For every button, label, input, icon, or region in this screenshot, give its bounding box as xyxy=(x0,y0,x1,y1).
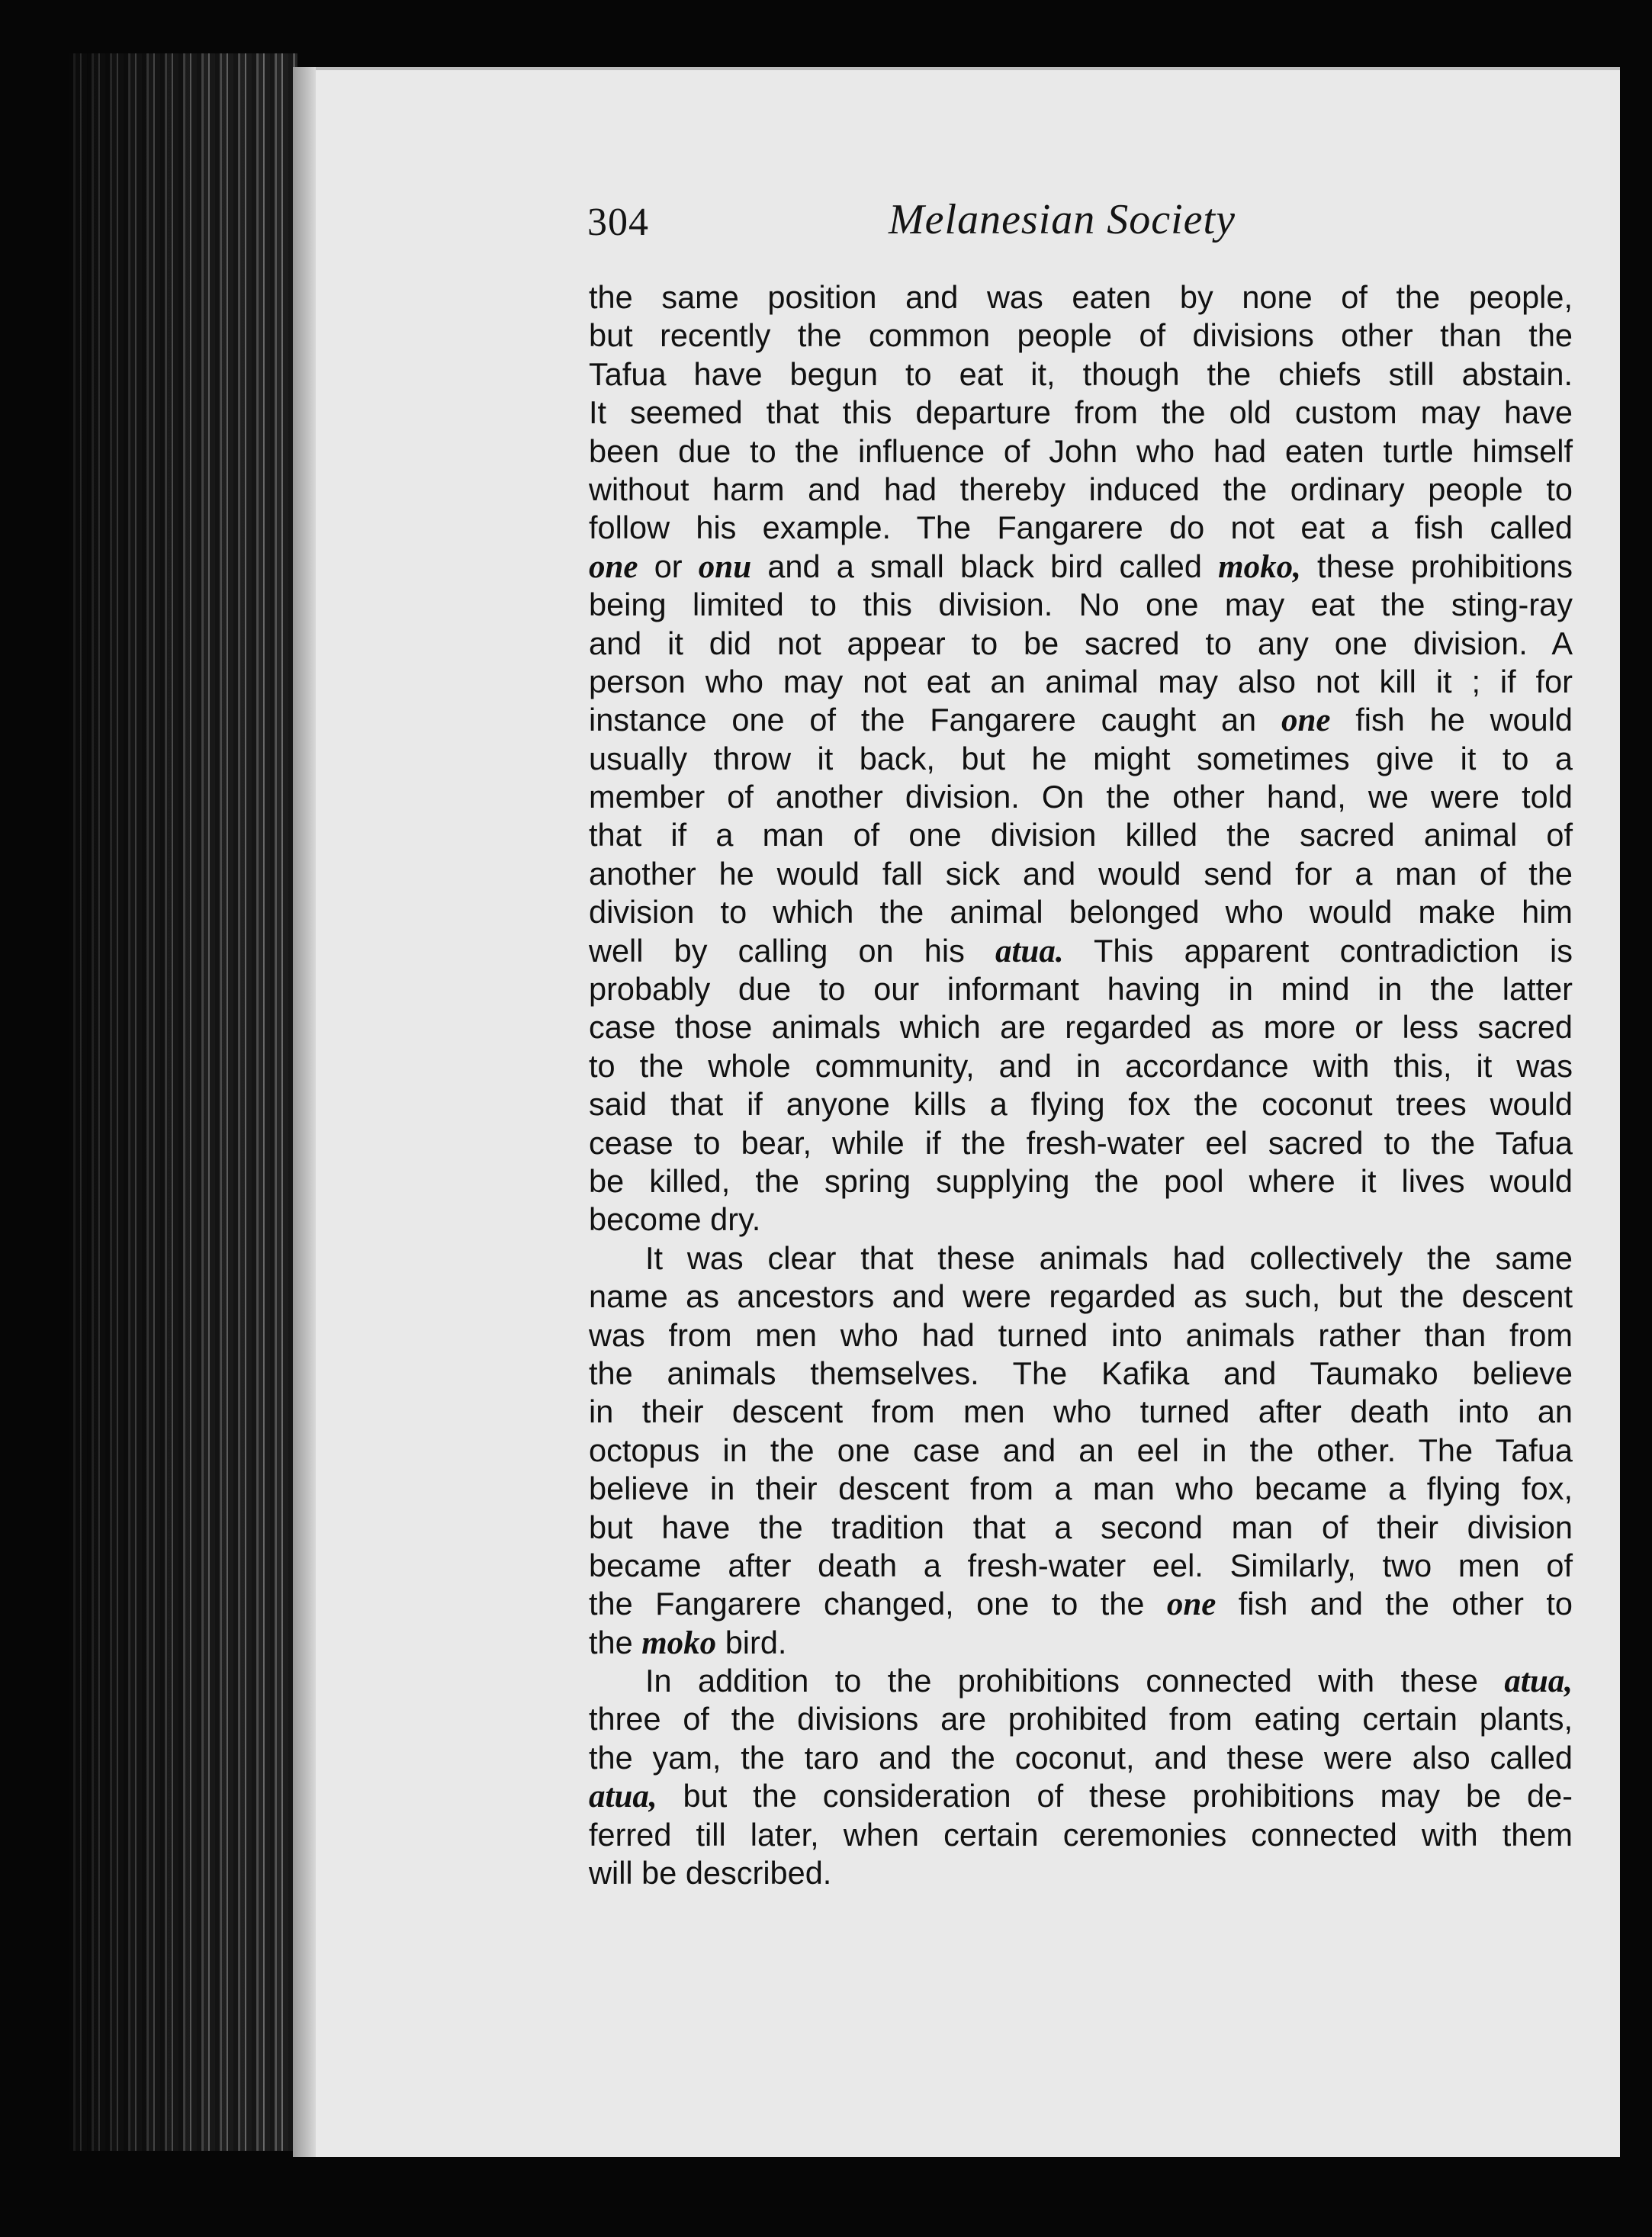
page-header xyxy=(587,196,1579,261)
text-line xyxy=(589,778,1573,816)
italic-term: onu xyxy=(698,548,752,585)
text-line xyxy=(589,1316,1573,1355)
text-run: bird. xyxy=(716,1624,787,1660)
text-run: In addition to the prohibitions connected with these xyxy=(645,1663,1505,1699)
text-run: or xyxy=(638,548,699,584)
text-line xyxy=(589,317,1573,355)
text-line xyxy=(589,816,1573,854)
text-run: said that if anyone kills a flying fox the coconut trees would xyxy=(589,1086,1573,1123)
text-run: that if a man of one division killed the sacred animal of xyxy=(589,817,1573,853)
text-line xyxy=(589,932,1573,970)
text-line xyxy=(589,1662,1573,1700)
text-run: became after death a fresh-water eel. Similarly, two men of xyxy=(589,1547,1573,1583)
text-line xyxy=(589,1470,1573,1508)
text-line xyxy=(589,855,1573,893)
text-line xyxy=(589,893,1573,931)
text-line xyxy=(589,1700,1573,1738)
text-line xyxy=(589,1585,1573,1623)
text-run: It seemed that this departure from the old custom may have xyxy=(589,394,1573,431)
italic-term: one xyxy=(1166,1586,1217,1623)
text-run: person who may not eat an animal may also not kill it ; if for xyxy=(589,663,1573,699)
italic-term: atua, xyxy=(589,1779,657,1815)
text-line xyxy=(589,1393,1573,1431)
text-run: but the consideration of these prohibitions may be de- xyxy=(657,1778,1573,1814)
text-run: usually throw it back, but he might sometimes give it to a xyxy=(589,740,1573,776)
text-run: It was clear that these animals had collectively the same xyxy=(645,1239,1573,1276)
text-run: believe in their descent from a man who became a flying fox, xyxy=(589,1470,1573,1507)
text-run: case those animals which are regarded as more or less sacred xyxy=(589,1009,1573,1046)
text-run: these prohibitions xyxy=(1300,548,1573,584)
text-run: been due to the influence of John who had eaten turtle himself xyxy=(589,432,1573,469)
text-line xyxy=(589,394,1573,432)
text-line xyxy=(589,1854,1573,1892)
text-run: fish he would xyxy=(1330,702,1573,738)
text-run: was from men who had turned into animals rather than from xyxy=(589,1316,1573,1353)
text-run: ferred till later, when certain ceremonies connected with them xyxy=(589,1816,1573,1853)
text-run: octopus in the one case and an eel in the other. The Tafua xyxy=(589,1432,1573,1468)
text-run: the animals themselves. The Kafika and Taumako believe xyxy=(589,1355,1573,1391)
text-run: three of the divisions are prohibited from eating certain plants, xyxy=(589,1701,1573,1737)
text-line xyxy=(589,548,1573,586)
text-run: in their descent from men who turned after death into an xyxy=(589,1393,1573,1430)
text-run: being limited to this division. No one may eat the sting-ray xyxy=(589,587,1573,623)
text-run: and a small black bird called xyxy=(751,548,1219,584)
text-line xyxy=(589,1547,1573,1585)
text-line xyxy=(589,740,1573,778)
text-run: fish and the other to xyxy=(1216,1586,1573,1622)
text-line xyxy=(589,625,1573,663)
text-line xyxy=(589,1047,1573,1085)
page-gutter-shadow xyxy=(293,67,316,2157)
text-line xyxy=(589,1124,1573,1162)
italic-term: atua, xyxy=(1504,1663,1573,1700)
text-line xyxy=(589,970,1573,1008)
italic-term: moko xyxy=(641,1625,717,1661)
text-run: follow his example. The Fangarere do not eat a fish called xyxy=(589,509,1573,546)
text-run: member of another division. On the other hand, we were told xyxy=(589,779,1573,815)
text-line xyxy=(589,1509,1573,1547)
text-line xyxy=(589,509,1573,547)
text-line xyxy=(589,355,1573,394)
text-run: cease to bear, while if the fresh-water eel sacred to the Tafua xyxy=(589,1124,1573,1161)
text-line xyxy=(589,1239,1573,1278)
running-title: Melanesian Society xyxy=(889,196,1236,243)
text-line xyxy=(589,1739,1573,1777)
text-run: name as ancestors and were regarded as such, but the descent xyxy=(589,1278,1573,1315)
text-line xyxy=(589,1816,1573,1854)
text-line xyxy=(589,1085,1573,1123)
text-line xyxy=(589,586,1573,624)
text-run: but have the tradition that a second man of their division xyxy=(589,1509,1573,1545)
text-run: the xyxy=(589,1624,642,1660)
text-run: probably due to our informant having in mind in the latter xyxy=(589,971,1573,1008)
text-run: become dry. xyxy=(589,1201,761,1238)
text-run: will be described. xyxy=(589,1855,832,1891)
text-line xyxy=(589,1432,1573,1470)
text-run: the Fangarere changed, one to the xyxy=(589,1586,1167,1622)
italic-term: one xyxy=(589,548,638,585)
italic-term: one xyxy=(1281,702,1331,739)
body-text xyxy=(589,278,1573,1892)
text-line xyxy=(589,663,1573,701)
text-run: This apparent contradiction is xyxy=(1063,932,1573,969)
text-line xyxy=(589,1624,1573,1662)
text-line xyxy=(589,471,1573,509)
text-line xyxy=(589,1355,1573,1393)
text-run: and it did not appear to be sacred to any one division. A xyxy=(589,625,1573,661)
text-line xyxy=(589,701,1573,739)
text-line xyxy=(589,1008,1573,1046)
text-line xyxy=(589,432,1573,471)
book-page-edges-shadow xyxy=(69,53,297,2151)
text-run: division to which the animal belonged who would make him xyxy=(589,894,1573,930)
text-line xyxy=(589,1278,1573,1316)
text-run: be killed, the spring supplying the pool where it lives would xyxy=(589,1162,1573,1199)
text-run: the yam, the taro and the coconut, and these were also called xyxy=(589,1739,1573,1776)
text-run: instance one of the Fangarere caught an xyxy=(589,702,1281,738)
text-run: the same position and was eaten by none of the people, xyxy=(589,279,1573,315)
text-line xyxy=(589,1777,1573,1815)
page-number: 304 xyxy=(587,201,649,244)
text-line xyxy=(589,1200,1573,1239)
text-run: but recently the common people of divisions other than the xyxy=(589,317,1573,354)
italic-term: atua. xyxy=(995,933,1064,969)
text-line xyxy=(589,1162,1573,1200)
text-run: without harm and had thereby induced the ordinary people to xyxy=(589,471,1573,507)
text-run: another he would fall sick and would send for a man of the xyxy=(589,855,1573,892)
italic-term: moko, xyxy=(1218,548,1301,585)
text-run: Tafua have begun to eat it, though the chiefs still abstain. xyxy=(589,355,1573,392)
text-run: well by calling on his xyxy=(589,932,995,969)
text-run: to the whole community, and in accordance with this, it was xyxy=(589,1047,1573,1084)
text-line xyxy=(589,278,1573,317)
